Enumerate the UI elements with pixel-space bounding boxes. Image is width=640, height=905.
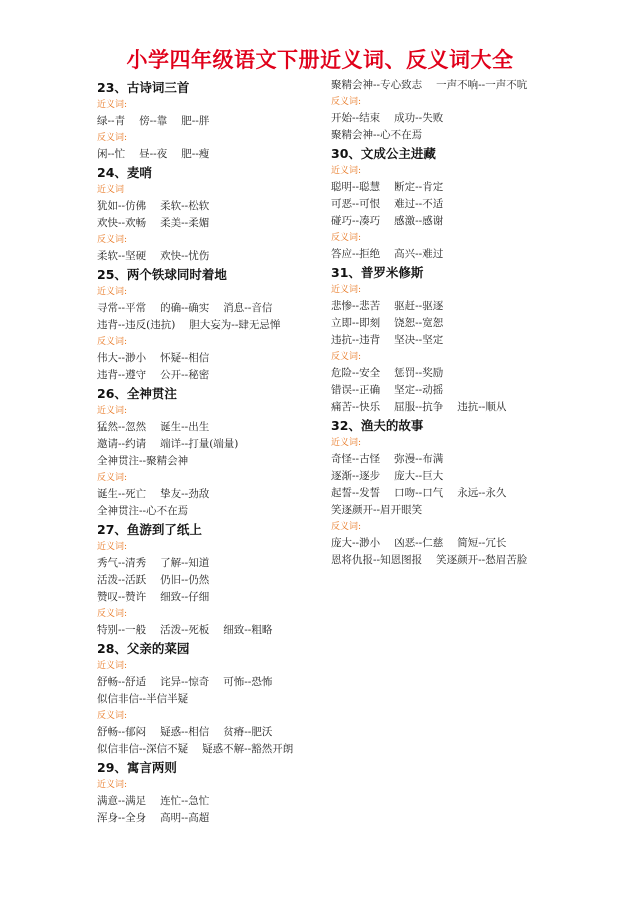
word-pair: 断定--肯定: [394, 181, 444, 193]
word-pair: 庞大--巨大: [394, 470, 444, 482]
word-pair: 违抗--违背: [331, 334, 381, 346]
word-pair: 贫瘠--肥沃: [223, 726, 273, 738]
word-type-label: 近义词:: [97, 542, 128, 552]
lesson-section: [97, 384, 332, 520]
word-pair: 欢快--欢畅: [97, 217, 147, 229]
word-type-label: 近义词:: [97, 406, 128, 416]
word-pair-line: [97, 317, 332, 334]
word-pair: 昼--夜: [139, 148, 168, 160]
word-pair-line: [331, 127, 591, 144]
word-type-label: 近义词:: [97, 780, 128, 790]
word-pair-line: [331, 535, 591, 552]
lesson-heading: 24、麦哨: [97, 165, 152, 180]
lesson-heading: 32、渔夫的故事: [331, 418, 424, 433]
word-pair: 凶恶--仁慈: [394, 537, 444, 549]
word-pair: 欢快--忧伤: [160, 250, 210, 262]
word-pair-line: [97, 724, 332, 741]
word-pair: 永远--永久: [457, 487, 507, 499]
word-pair: 难过--不适: [394, 198, 444, 210]
word-pair-line: [331, 332, 591, 349]
word-pair: 全神贯注--心不在焉: [97, 505, 189, 517]
word-pair: 悲惨--悲苦: [331, 300, 381, 312]
word-pair: 活泼--活跃: [97, 574, 147, 586]
word-pair: 傍--靠: [139, 115, 168, 127]
word-pair: 活泼--死板: [160, 624, 210, 636]
word-pair: 全神贯注--聚精会神: [97, 455, 189, 467]
lesson-section: [331, 144, 591, 263]
word-pair: 痛苦--快乐: [331, 401, 381, 413]
word-type-label: 近义词: [97, 185, 125, 195]
word-type-label: 反义词:: [97, 235, 128, 245]
word-type-label: 反义词:: [331, 233, 362, 243]
word-pair: 感激--感谢: [394, 215, 444, 227]
word-pair-line: [331, 451, 591, 468]
word-pair: 的确--确实: [160, 302, 210, 314]
word-pair: 诞生--死亡: [97, 488, 147, 500]
word-pair: 猛然--忽然: [97, 421, 147, 433]
word-pair: 秀气--清秀: [97, 557, 147, 569]
word-pair: 犹如--仿佛: [97, 200, 147, 212]
word-pair: 特别--一般: [97, 624, 147, 636]
word-pair-line: [97, 589, 332, 606]
word-pair: 答应--拒绝: [331, 248, 381, 260]
word-pair: 舒畅--郁闷: [97, 726, 147, 738]
word-pair-line: [331, 502, 591, 519]
word-pair: 违背--违反(违抗): [97, 319, 176, 331]
word-type-label: 反义词:: [331, 352, 362, 362]
word-pair-line: [331, 213, 591, 230]
word-pair-line: [97, 367, 332, 384]
word-type-label: 近义词:: [331, 438, 362, 448]
word-pair: 赞叹--赞许: [97, 591, 147, 603]
word-pair-line: [97, 113, 332, 130]
word-pair-line: [97, 741, 332, 758]
word-type-label: 近义词:: [331, 166, 362, 176]
word-pair: 挚友--劲敌: [160, 488, 210, 500]
word-type-label: 反义词:: [97, 133, 128, 143]
word-pair-line: [331, 468, 591, 485]
word-pair: 成功--失败: [394, 112, 444, 124]
lesson-section: [97, 520, 332, 639]
word-pair: 起誓--发誓: [331, 487, 381, 499]
word-pair-line: [97, 198, 332, 215]
word-pair-line: [97, 248, 332, 265]
word-pair: 闲--忙: [97, 148, 126, 160]
word-pair: 消息--音信: [223, 302, 273, 314]
word-type-label: 反义词:: [97, 711, 128, 721]
word-pair: 笑逐颜开--愁眉苦脸: [436, 554, 528, 566]
lesson-heading: 30、文成公主进藏: [331, 146, 436, 161]
word-pair-line: [97, 350, 332, 367]
left-column: [97, 78, 332, 827]
lesson-section: [97, 639, 332, 758]
word-pair-line: [331, 298, 591, 315]
word-pair: 似信非信--深信不疑: [97, 743, 189, 755]
word-pair: 细致--粗略: [223, 624, 273, 636]
word-pair: 柔软--松软: [160, 200, 210, 212]
word-pair-line: [97, 691, 332, 708]
word-pair: 违背--遵守: [97, 369, 147, 381]
word-pair-line: [97, 486, 332, 503]
word-pair: 疑惑--相信: [160, 726, 210, 738]
word-pair: 碰巧--凑巧: [331, 215, 381, 227]
word-pair-line: [331, 485, 591, 502]
lesson-section: [331, 77, 591, 144]
word-pair-line: [331, 552, 591, 569]
word-type-label: 近义词:: [97, 100, 128, 110]
word-pair: 端详--打量(端量): [160, 438, 239, 450]
word-pair: 细致--仔细: [160, 591, 210, 603]
word-pair: 聚精会神--心不在焉: [331, 129, 423, 141]
lesson-heading: 27、鱼游到了纸上: [97, 522, 202, 537]
word-pair: 诧异--惊奇: [160, 676, 210, 688]
word-pair: 仍旧--仍然: [160, 574, 210, 586]
word-pair: 胆大妄为--肆无忌惮: [189, 319, 281, 331]
word-pair: 柔美--柔媚: [160, 217, 210, 229]
word-pair-line: [97, 215, 332, 232]
word-pair: 庞大--渺小: [331, 537, 381, 549]
word-pair: 逐渐--逐步: [331, 470, 381, 482]
word-pair: 饶恕--宽恕: [394, 317, 444, 329]
word-pair: 恩将仇报--知恩图报: [331, 554, 423, 566]
word-pair-line: [97, 419, 332, 436]
word-pair-line: [331, 315, 591, 332]
word-pair: 疑惑不解--豁然开朗: [202, 743, 294, 755]
word-pair: 绿--青: [97, 115, 126, 127]
word-pair: 浑身--全身: [97, 812, 147, 824]
word-type-label: 近义词:: [331, 285, 362, 295]
word-pair: 驱赶--驱逐: [394, 300, 444, 312]
word-pair-line: [97, 572, 332, 589]
word-pair-line: [97, 622, 332, 639]
lesson-section: [97, 163, 332, 265]
lesson-section: [97, 265, 332, 384]
lesson-heading: 23、古诗词三首: [97, 80, 190, 95]
word-pair-line: [331, 246, 591, 263]
word-pair: 聪明--聪慧: [331, 181, 381, 193]
word-pair-line: [331, 77, 591, 94]
lesson-heading: 26、全神贯注: [97, 386, 177, 401]
word-pair: 寻常--平常: [97, 302, 147, 314]
word-pair: 肥--胖: [181, 115, 210, 127]
word-pair: 了解--知道: [160, 557, 210, 569]
word-pair: 可怖--恐怖: [223, 676, 273, 688]
word-pair: 连忙--急忙: [160, 795, 210, 807]
page-title: 小学四年级语文下册近义词、反义词大全: [126, 48, 514, 72]
word-pair-line: [97, 300, 332, 317]
word-pair-line: [331, 399, 591, 416]
word-type-label: 反义词:: [331, 97, 362, 107]
lesson-heading: 25、两个铁球同时着地: [97, 267, 227, 282]
lesson-heading: 29、寓言两则: [97, 760, 177, 775]
word-pair: 危险--安全: [331, 367, 381, 379]
word-pair-line: [97, 810, 332, 827]
word-type-label: 反义词:: [97, 337, 128, 347]
right-column: [331, 77, 591, 569]
word-pair-line: [331, 179, 591, 196]
word-pair: 似信非信--半信半疑: [97, 693, 189, 705]
word-type-label: 反义词:: [331, 522, 362, 532]
word-pair: 邀请--约请: [97, 438, 147, 450]
word-pair: 奇怪--古怪: [331, 453, 381, 465]
word-pair-line: [331, 196, 591, 213]
word-pair: 舒畅--舒适: [97, 676, 147, 688]
word-pair: 公开--秘密: [160, 369, 210, 381]
word-pair-line: [97, 793, 332, 810]
word-pair: 坚定--动摇: [394, 384, 444, 396]
word-pair: 柔软--坚硬: [97, 250, 147, 262]
word-pair: 弥漫--布满: [394, 453, 444, 465]
word-pair: 高明--高超: [160, 812, 210, 824]
lesson-section: [331, 416, 591, 569]
lesson-section: [331, 263, 591, 416]
word-pair: 聚精会神--专心致志: [331, 79, 423, 91]
word-pair: 违抗--顺从: [457, 401, 507, 413]
word-pair-line: [331, 365, 591, 382]
word-pair: 可恶--可恨: [331, 198, 381, 210]
lesson-heading: 28、父亲的菜园: [97, 641, 190, 656]
word-pair-line: [97, 555, 332, 572]
word-pair: 笑逐颜开--眉开眼笑: [331, 504, 423, 516]
word-pair-line: [331, 382, 591, 399]
word-pair: 口吻--口气: [394, 487, 444, 499]
word-pair: 屈服--抗争: [394, 401, 444, 413]
word-pair: 立即--即刻: [331, 317, 381, 329]
word-pair: 一声不响--一声不吭: [436, 79, 528, 91]
word-pair-line: [97, 453, 332, 470]
word-pair-line: [97, 146, 332, 163]
word-pair: 伟大--渺小: [97, 352, 147, 364]
word-pair: 高兴--难过: [394, 248, 444, 260]
word-pair-line: [97, 674, 332, 691]
lesson-section: [97, 78, 332, 163]
word-pair: 错误--正确: [331, 384, 381, 396]
word-pair: 惩罚--奖励: [394, 367, 444, 379]
word-type-label: 反义词:: [97, 473, 128, 483]
word-pair: 满意--满足: [97, 795, 147, 807]
word-type-label: 近义词:: [97, 287, 128, 297]
word-pair: 开始--结束: [331, 112, 381, 124]
word-pair: 简短--冗长: [457, 537, 507, 549]
word-pair: 肥--瘦: [181, 148, 210, 160]
word-pair-line: [97, 503, 332, 520]
word-type-label: 反义词:: [97, 609, 128, 619]
word-type-label: 近义词:: [97, 661, 128, 671]
word-pair-line: [97, 436, 332, 453]
lesson-heading: 31、普罗米修斯: [331, 265, 424, 280]
word-pair-line: [331, 110, 591, 127]
word-pair: 坚决--坚定: [394, 334, 444, 346]
lesson-section: [97, 758, 332, 827]
word-pair: 怀疑--相信: [160, 352, 210, 364]
word-pair: 诞生--出生: [160, 421, 210, 433]
